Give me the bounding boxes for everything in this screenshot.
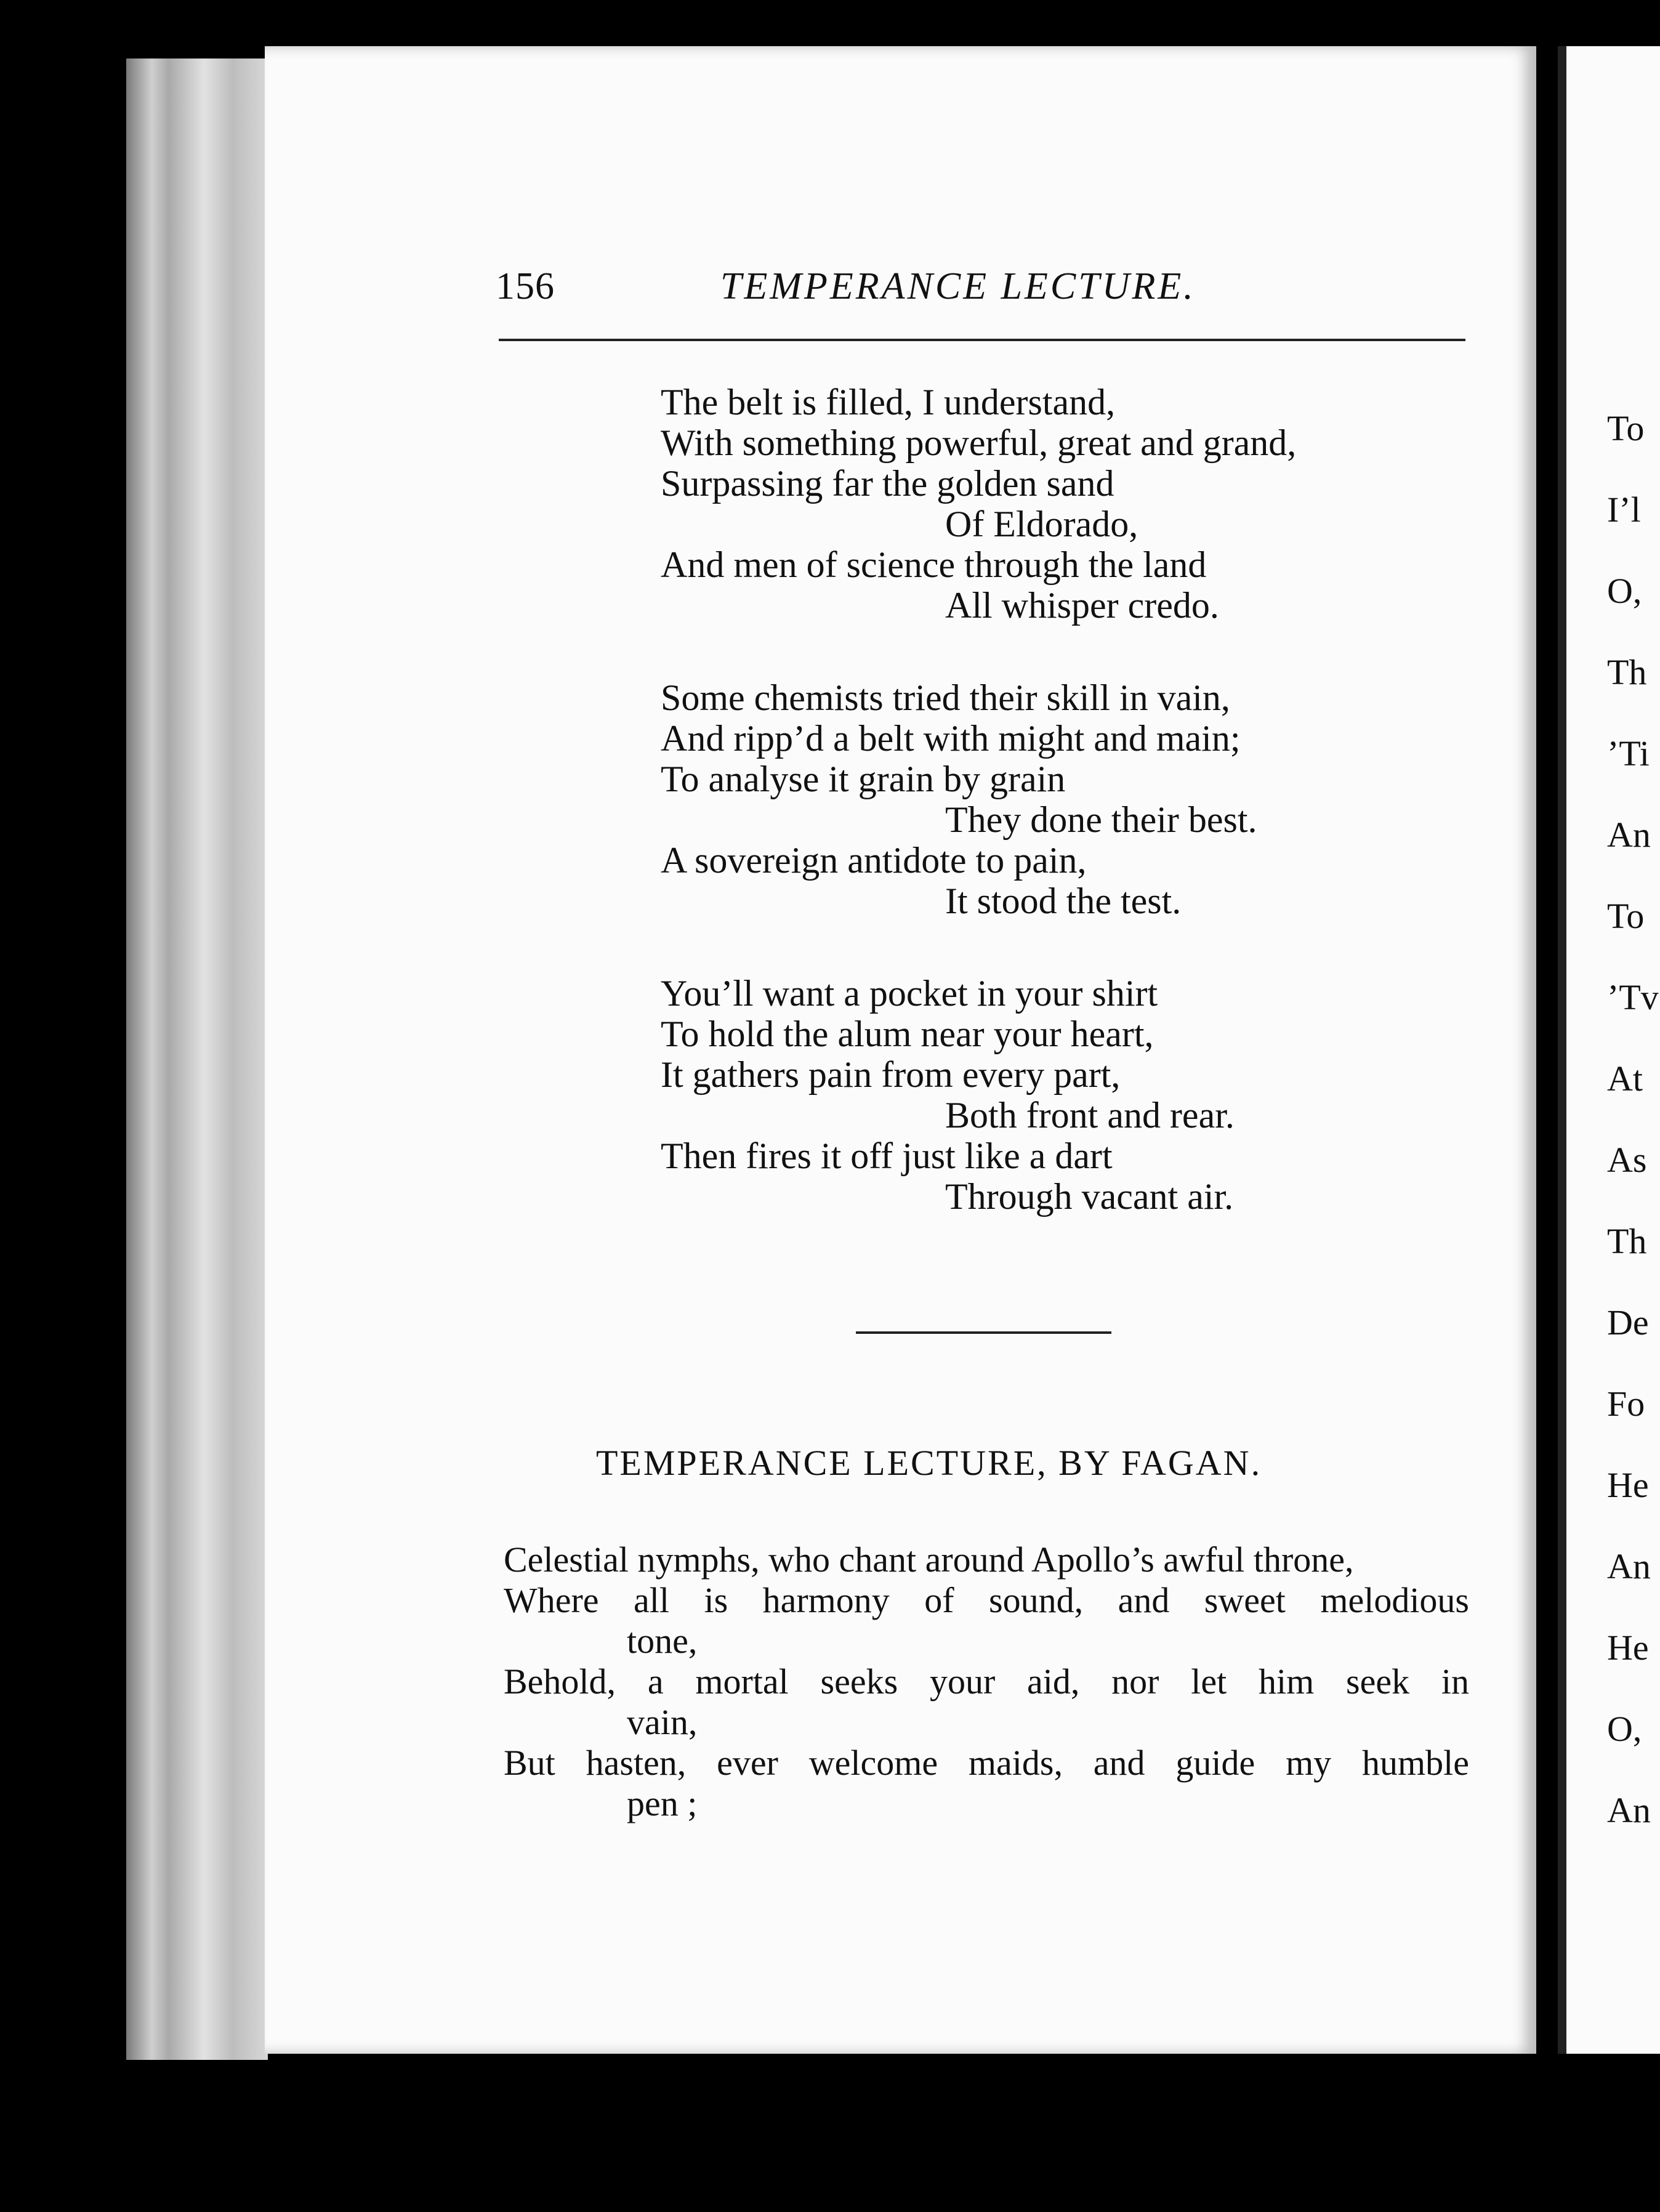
stanza-3 [661,973,1235,1217]
poem-line: Some chemists tried their skill in vain, [661,677,1230,718]
fragment: ’Tv [1607,977,1659,1017]
fragment: De [1607,1302,1649,1342]
poem-line: The belt is filled, I understand, [661,382,1116,422]
fragment: At [1607,1059,1643,1099]
poem-line: You’ll want a pocket in your shirt [661,973,1158,1014]
poem-line: Both front and rear. [945,1095,1235,1136]
running-title: TEMPERANCE LECTURE. [720,265,1196,307]
fragment: To [1607,408,1645,448]
fragment: An [1607,815,1651,855]
text-line: vain, [627,1702,698,1742]
fragment: ’Ti [1607,733,1650,773]
poem-line: All whisper credo. [945,585,1219,626]
poem-line: To analyse it grain by grain [661,759,1066,799]
fragment: An [1607,1546,1651,1586]
text-line: tone, [627,1621,698,1661]
poem-line: Surpassing far the golden sand [661,463,1114,504]
fragment: O, [1607,571,1642,611]
fragment: I’l [1607,490,1641,530]
poem-line: It stood the test. [945,881,1182,921]
fragment: As [1607,1140,1647,1180]
poem-line: And men of science through the land [661,544,1207,585]
fragment: Fo [1607,1384,1645,1424]
fragment: He [1607,1628,1649,1668]
poem-line: To hold the alum near your heart, [661,1014,1154,1054]
section-heading: TEMPERANCE LECTURE, BY FAGAN. [596,1443,1262,1483]
text-line: Behold, a mortal seeks your aid, nor let him seek in [504,1661,1469,1701]
poem-line: Through vacant air. [945,1176,1234,1217]
fragment: To [1607,896,1645,936]
poem-line: They done their best. [945,799,1257,840]
page-number: 156 [496,265,555,307]
poem-line: Of Eldorado, [945,504,1138,544]
stanza-1 [661,382,1296,626]
lecture-text [504,1540,1469,1824]
text-line: Celestial nymphs, who chant around Apollo’s awful throne, [504,1540,1354,1580]
text-line: But hasten, ever welcome maids, and guide my humble [504,1743,1469,1783]
fragment: Th [1607,1221,1647,1261]
poem-line: And ripp’d a belt with might and main; [661,718,1241,759]
poem-line: It gathers pain from every part, [661,1054,1121,1095]
facing-page-fragments [1607,388,1660,1851]
text-line: pen ; [627,1783,698,1823]
fragment: Th [1607,652,1647,692]
poem-line: With something powerful, great and grand, [661,422,1297,463]
page-edge [126,59,268,2060]
header-rule [499,339,1465,341]
fragment: O, [1607,1709,1642,1749]
text-line: Where all is harmony of sound, and sweet melodious [504,1580,1469,1620]
poem-line: Then fires it off just like a dart [661,1136,1113,1176]
fragment: He [1607,1465,1649,1505]
poem-line: A sovereign antidote to pain, [661,840,1087,881]
section-separator [856,1331,1111,1334]
page-header [496,259,1469,311]
fragment: An [1607,1790,1651,1830]
stanza-2 [661,677,1257,921]
